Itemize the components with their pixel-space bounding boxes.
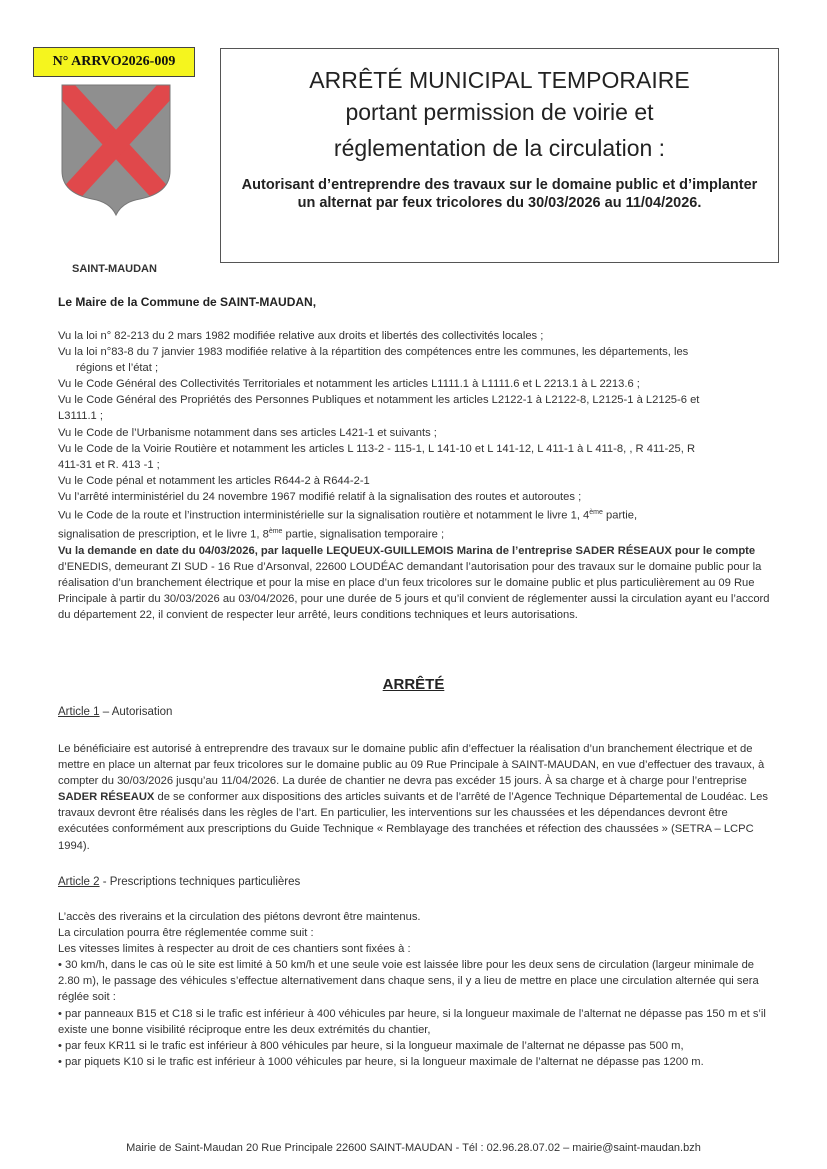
title-line-2: portant permission de voirie et (345, 99, 654, 125)
article-2-title: - Prescriptions techniques particulières (99, 876, 301, 888)
vu-instruction-a: Vu le Code de la route et l’instruction interministérielle sur la signalisation routière et notamment le livre 1, 4 (58, 509, 590, 522)
vu-instruction-b: partie, (602, 509, 638, 522)
superscript: ème (268, 527, 283, 535)
article-1-heading (58, 706, 172, 718)
vu-demande-rest: d’ENEDIS, demeurant ZI SUD - 16 Rue d’Arsonval, 22600 LOUDÉAC demandant l’autorisation pour des travaux sur le domaine public pour la réalisation d’un branchement électrique et pour la mise en place d’un feux tricolores sur le domaine public et plus particulièrement au 09 Rue Principale à partir du 30/03/2026 au 03/04/2026, pour une durée de 5 jours et qu’il convient de réglementer aussi la circulation ayant eu l’accord du département 22, il convient de respecter leur arrêté, leurs conditions techniques et leurs autorisations. (58, 560, 770, 622)
vu-item-demande (58, 543, 778, 623)
article-2-bullet: • par piquets K10 si le trafic est inférieur à 1000 véhicules par heure, si la longueur maximale de l’alternat ne dépasse pas 1200 m. (58, 1055, 704, 1068)
vu-item: Vu le Code Général des Collectivités Territoriales et notamment les articles L1111.1 à L1111.6 et L 2213.1 à L 2213.6 ; (58, 378, 640, 391)
article-2-bullet: • par panneaux B15 et C18 si le trafic est inférieur à 400 véhicules par heure, si la longueur maximale de l’alternat ne dépasse pas 150 m et s’il existe une bonne visibilité réciproque entre les deux extrémités du chantier, (58, 1007, 766, 1036)
vu-item: Vu le Code pénal et notamment les articles R644-2 à R644-2-1 (58, 474, 370, 487)
article-2-bullet: • par feux KR11 si le trafic est inférieur à 800 véhicules par heure, si la longueur maximale de l’alternat ne dépasse pas 500 m, (58, 1039, 684, 1052)
article-2-bullet: • 30 km/h, dans le cas où le site est limité à 50 km/h et une seule voie est laissée libre pour les deux sens de circulation (largeur minimale de 2.80 m), le passage des véhicules s’effectue alternativement dans chaque sens, il y a lieu de mettre en place une circulation alternée qui sera réglée soit : (58, 959, 759, 1004)
article-2-line: La circulation pourra être réglementée comme suit : (58, 927, 314, 940)
article-1-label: Article 1 (58, 706, 100, 718)
vu-list (58, 328, 778, 623)
article-2-line: L’accès des riverains et la circulation des piétons devront être maintenus. (58, 911, 421, 923)
vu-item-continuation: 411-31 et R. 413 -1 ; (58, 458, 160, 471)
title-box (220, 48, 779, 263)
article-2-text (58, 909, 778, 1070)
vu-item: Vu la loi n°83-8 du 7 janvier 1983 modifiée relative à la répartition des compétences entre les communes, les départements, les (58, 346, 689, 359)
vu-item: Vu la loi n° 82-213 du 2 mars 1982 modifiée relative aux droits et libertés des collectivités locales ; (58, 330, 544, 342)
arrete-heading: ARRÊTÉ (382, 676, 445, 693)
article-2-heading (58, 876, 300, 888)
title-subtitle: Autorisant d’entreprendre des travaux sur le domaine public et d’implanter un alternat par feux tricolores du 30/03/2026 au 11/04/2026. (241, 177, 758, 211)
maire-intro: Le Maire de la Commune de SAINT-MAUDAN, (58, 295, 317, 309)
article-1-text-b: de se conformer aux dispositions des articles suivants et de l’arrêté de l’Agence Technique Départemental de Loudéac. Les travaux devront être réalisés dans les règles de l’art. En particulier, les interventions sur les chaussées et les dépendances devront être exécutées conformément aux prescriptions du Guide Technique « Remblayage des tranchées et réfection des chaussées » (SETRA – LCPC 1994). (58, 791, 768, 852)
commune-name: SAINT-MAUDAN (72, 263, 157, 275)
vu-instruction-d: partie, signalisation temporaire ; (282, 528, 445, 541)
title-line-3: réglementation de la circulation : (333, 135, 666, 161)
article-2-label: Article 2 (58, 876, 100, 888)
article-1-text (58, 741, 778, 854)
vu-item-continuation: régions et l’état ; (76, 362, 159, 375)
vu-item-instruction (58, 505, 778, 543)
title-line-1: ARRÊTÉ MUNICIPAL TEMPORAIRE (309, 67, 690, 93)
vu-instruction-c: signalisation de prescription, et le livre 1, 8 (58, 528, 269, 541)
vu-item: Vu le Code de la Voirie Routière et notamment les articles L 113-2 - 115-1, L 141-10 et L 141-12, L 411-1 à L 411-8, , R 411-25, R (58, 442, 696, 455)
vu-item: Vu le Code de l’Urbanisme notamment dans ses articles L421-1 et suivants ; (58, 426, 437, 439)
coat-of-arms-icon (60, 83, 172, 218)
vu-item: Vu l’arrêté interministériel du 24 novembre 1967 modifié relatif à la signalisation des routes et autoroutes ; (58, 490, 582, 503)
vu-item: Vu le Code Général des Propriétés des Personnes Publiques et notamment les articles L2122-1 à L2122-8, L2125-1 à L2125-6 et (58, 394, 700, 407)
article-2-line: Les vitesses limites à respecter au droit de ces chantiers sont fixées à : (58, 943, 411, 956)
article-1-text-a: Le bénéficiaire est autorisé à entreprendre des travaux sur le domaine public afin d’effectuer la réalisation d’un branchement électrique et de mettre en place un alternat par feux tricolores sur le domaine public au 09 Rue Principale à SAINT-MAUDAN, en vue d’effectuer des travaux, à compter du 30/03/2026 jusqu’au 11/04/2026. La durée de chantier ne devra pas excéder 15 jours. À sa charge et à charge pour l’entreprise (58, 743, 765, 788)
article-1-company: SADER RÉSEAUX (58, 791, 155, 804)
superscript: ème (589, 509, 603, 517)
arrete-number-badge: N° ARRVO2026-009 (33, 47, 195, 77)
vu-demande-bold: Vu la demande en date du 04/03/2026, par laquelle LEQUEUX-GUILLEMOIS Marina de l’entreprise SADER RÉSEAUX pour le compte (58, 544, 756, 557)
article-1-title: – Autorisation (99, 706, 173, 718)
footer-contact: Mairie de Saint-Maudan 20 Rue Principale 22600 SAINT-MAUDAN - Tél : 02.96.28.07.02 – mairie@saint-maudan.bzh (126, 1142, 701, 1154)
vu-item-continuation: L3111.1 ; (58, 410, 103, 423)
